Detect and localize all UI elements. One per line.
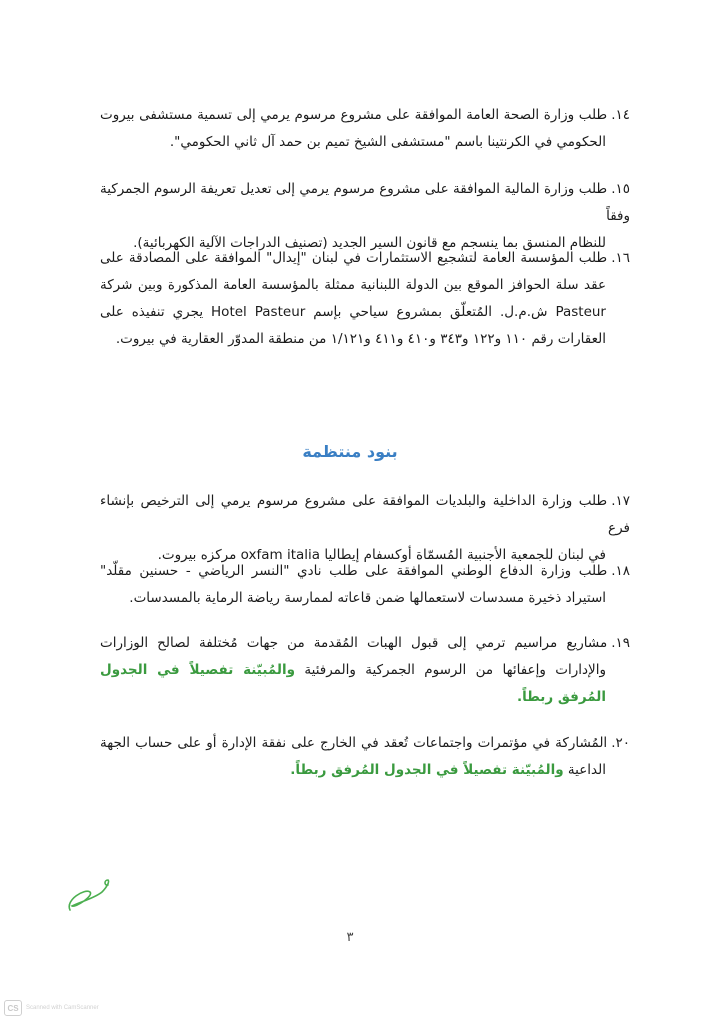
item-text: والإدارات وإعفائها من الرسوم الجمركية والمرفئية [304,662,606,678]
item-number: ١٨. [611,563,630,579]
item-text: الداعية [567,762,606,778]
highlighted-text: والمُبيّنة تفصيلاً في الجدول المُرفق ربطاً. [100,662,606,705]
item-number: ١٥. [611,181,630,197]
watermark-text: Scanned with CamScanner [26,1005,99,1011]
camscanner-logo-icon: CS [4,1000,22,1016]
item-number: ١٤. [611,107,630,123]
item-text: عقد سلة الحوافز الموقع بين الدولة اللبنانية ممثلة بالمؤسسة العامة المذكورة وبين شركة Pasteur ش.م.ل. المُتعلّق بمشروع سياحي بإسم Hotel Pasteur يجري تنفيذه على العقارات رقم ١١٠ و١٢٢ و٣٤٣ و٤١٠ و٤١١ و١/١٢١ من منطقة المدوّر العقارية في بيروت. [100,277,606,347]
item-number: ١٦. [611,250,630,266]
item-text: للنظام المنسق بما ينسجم مع قانون السير الجديد (تصنيف الدراجات الآلية الكهربائية). [133,235,606,251]
page-number: ٣ [346,930,354,945]
agenda-item-17: ١٧.طلب وزارة الداخلية والبلديات الموافقة على مشروع مرسوم يرمي إلى الترخيص بإنشاء فرع في لبنان للجمعية الأجنبية المُسمّاة أوكسفام إيطاليا oxfam italia مركزه بيروت. [100,488,630,569]
scanner-watermark [4,1000,99,1016]
agenda-item-20: ٢٠.المُشاركة في مؤتمرات واجتماعات تُعقد في الخارج على نفقة الإدارة أو على حساب الجهة الداعية والمُبيّنة تفصيلاً في الجدول المُرفق ربطاً. [100,730,630,784]
item-text: استيراد ذخيرة مسدسات لاستعمالها ضمن قاعاته لممارسة رياضة الرماية بالمسدسات. [129,590,606,606]
highlighted-text: والمُبيّنة تفصيلاً في الجدول المُرفق ربطاً. [290,762,564,778]
signature-icon [60,870,160,920]
agenda-item-14: ١٤.طلب وزارة الصحة العامة الموافقة على مشروع مرسوم يرمي إلى تسمية مستشفى بيروت الحكومي في الكرنتينا باسم "مستشفى الشيخ تميم بن حمد آل ثاني الحكومي". [100,102,630,156]
item-text: في لبنان للجمعية الأجنبية المُسمّاة أوكسفام إيطاليا oxfam italia مركزه بيروت. [157,547,606,563]
item-number: ١٩. [611,635,630,651]
section-heading: بنود منتظمة [302,442,398,461]
item-number: ٢٠. [611,735,630,751]
agenda-item-16: ١٦.طلب المؤسسة العامة لتشجيع الاستثمارات في لبنان "إيدال" الموافقة على المصادقة على عقد سلة الحوافز الموقع بين الدولة اللبنانية ممثلة بالمؤسسة العامة المذكورة وبين شركة Pasteur ش.م.ل. المُتعلّق بمشروع سياحي بإسم Hotel Pasteur يجري تنفيذه على العقارات رقم ١١٠ و١٢٢ و٣٤٣ و٤١٠ و٤١١ و١/١٢١ من منطقة المدوّر العقارية في بيروت. [100,245,630,353]
item-text: الحكومي في الكرنتينا باسم "مستشفى الشيخ تميم بن حمد آل ثاني الحكومي". [169,134,606,150]
agenda-item-18: ١٨.طلب وزارة الدفاع الوطني الموافقة على طلب نادي "النسر الرياضي - حسنين مقلّد" استيراد ذخيرة مسدسات لاستعمالها ضمن قاعاته لممارسة رياضة الرماية بالمسدسات. [100,558,630,612]
agenda-item-19: ١٩.مشاريع مراسيم ترمي إلى قبول الهبات المُقدمة من جهات مُختلفة لصالح الوزارات والإدارات وإعفائها من الرسوم الجمركية والمرفئية والمُبيّنة تفصيلاً في الجدول المُرفق ربطاً. [100,630,630,711]
agenda-item-15: ١٥.طلب وزارة المالية الموافقة على مشروع مرسوم يرمي إلى تعديل تعريفة الرسوم الجمركية وفقاً للنظام المنسق بما ينسجم مع قانون السير الجديد (تصنيف الدراجات الآلية الكهربائية). [100,176,630,257]
item-number: ١٧. [611,493,630,509]
